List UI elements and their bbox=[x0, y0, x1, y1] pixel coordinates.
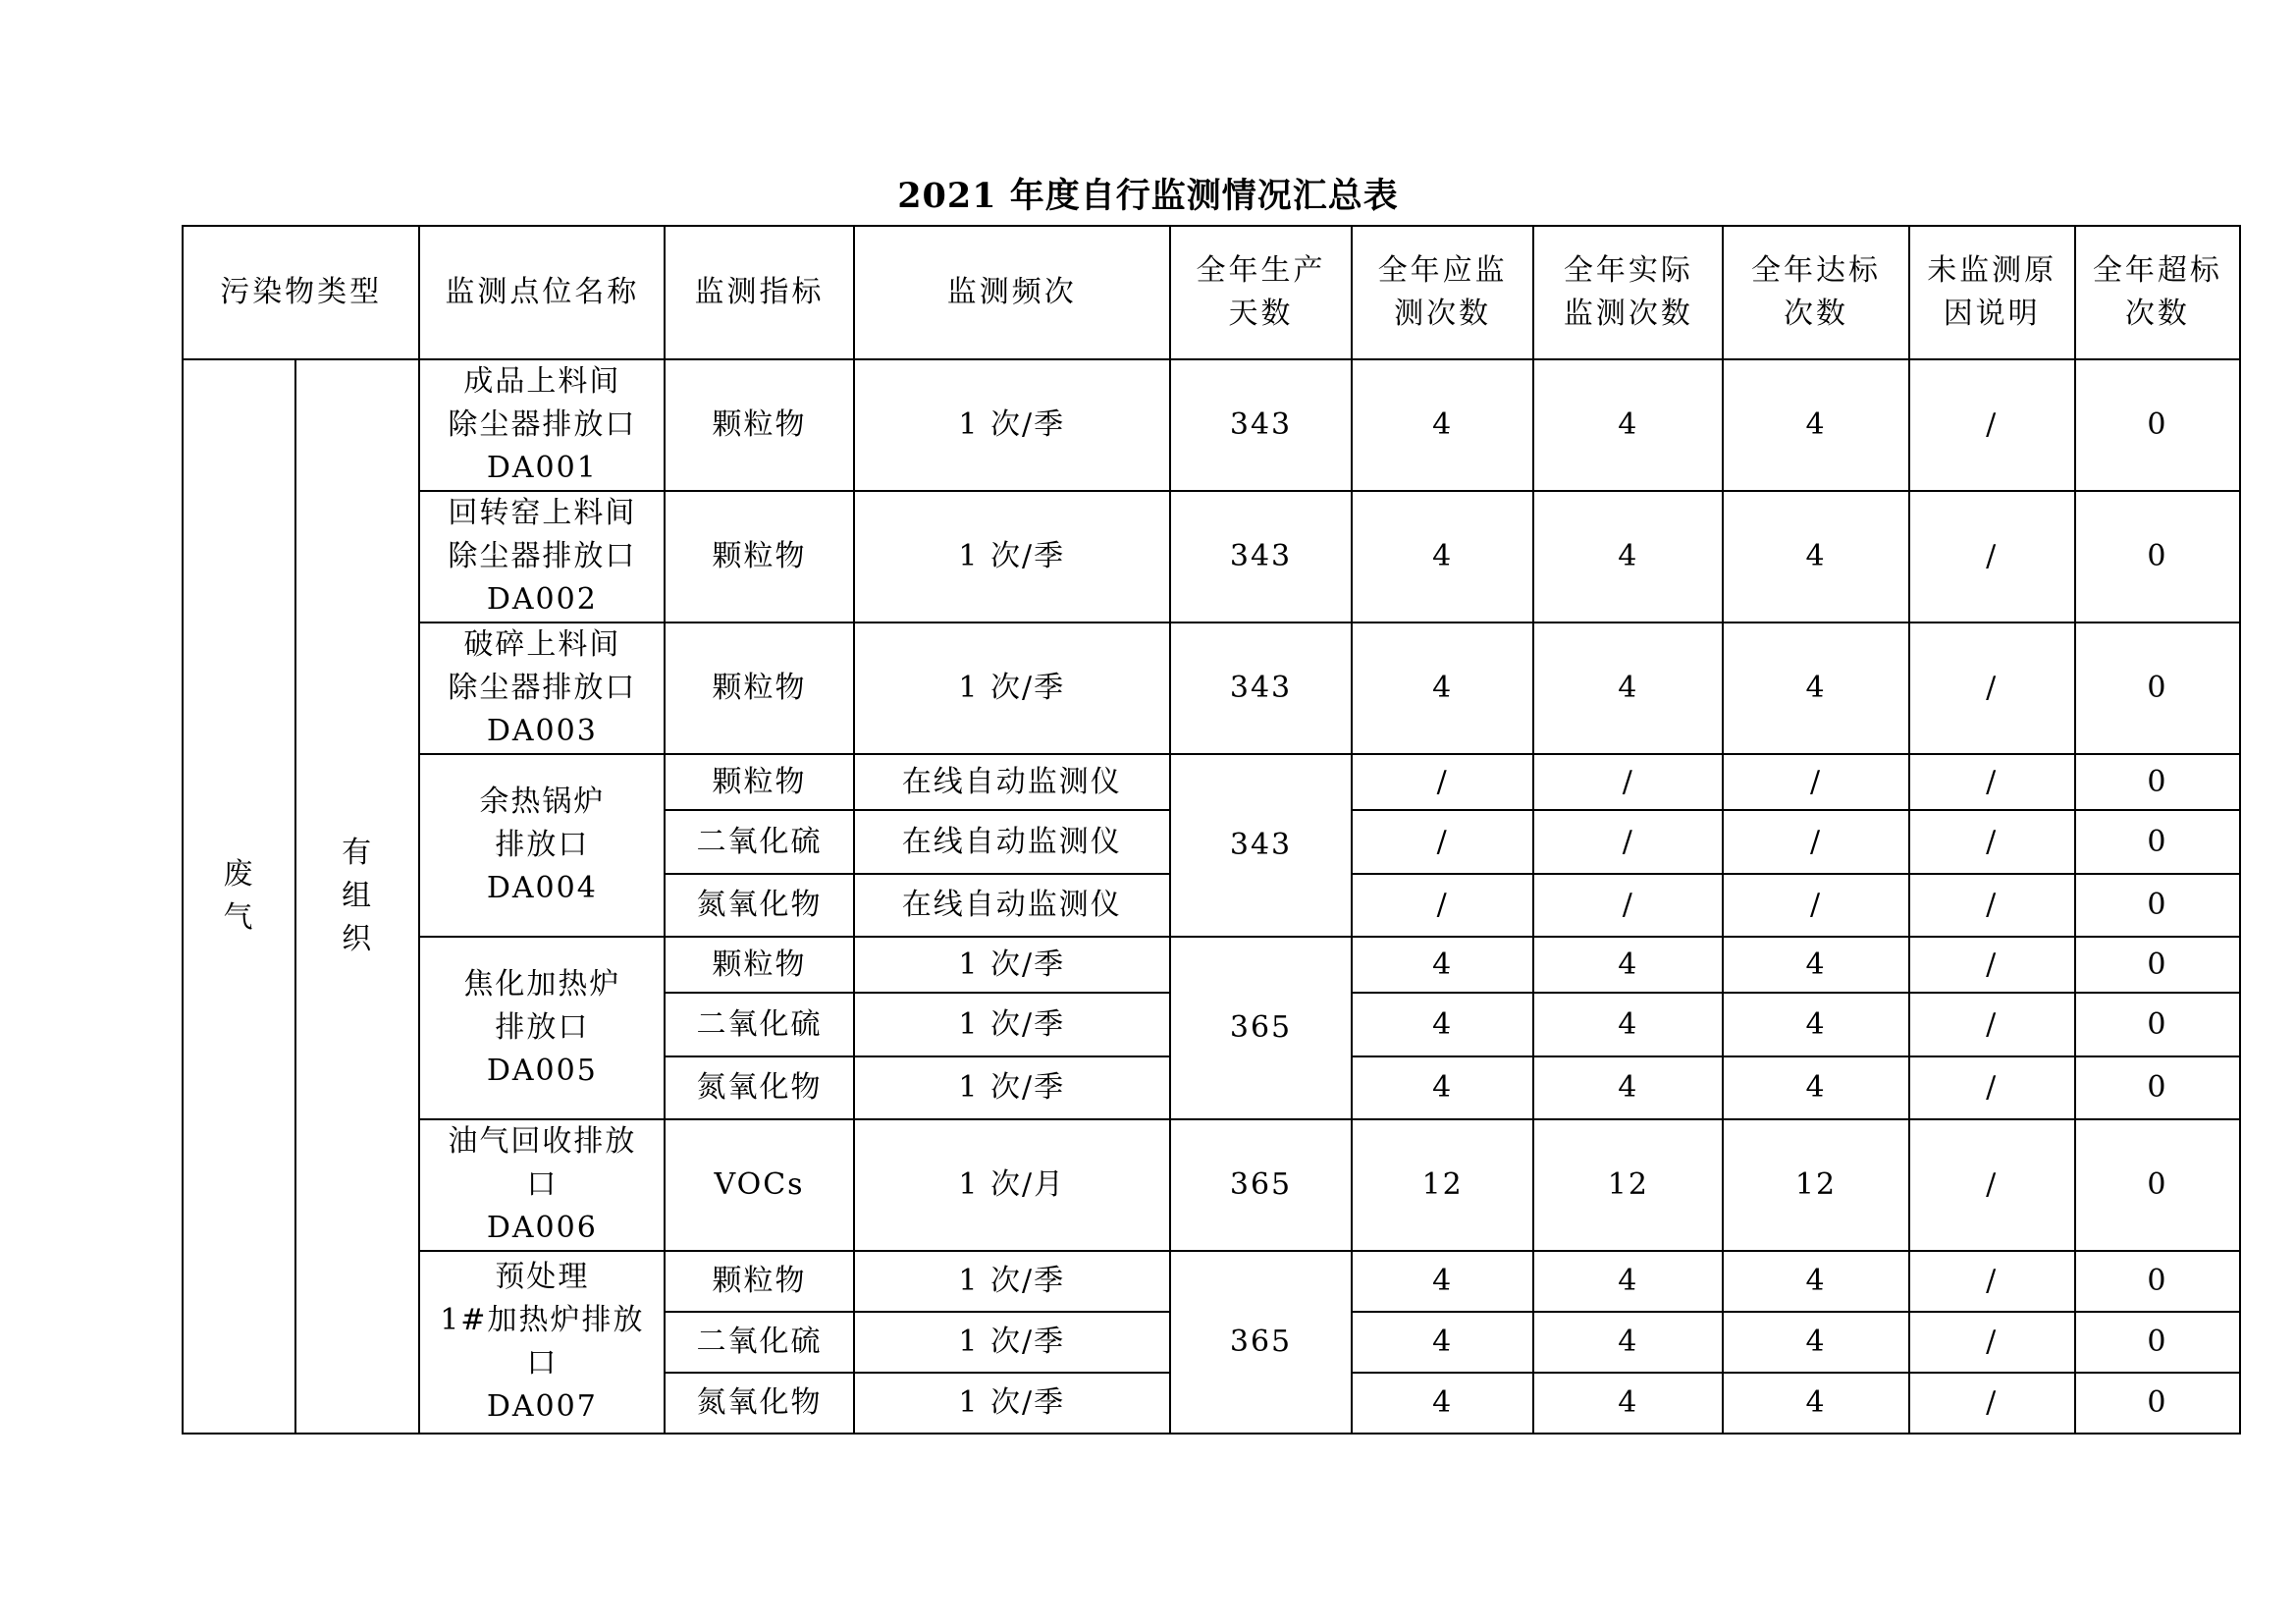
compliant-count-cell: / bbox=[1723, 874, 1908, 937]
production-days-cell: 365 bbox=[1170, 1251, 1352, 1434]
planned-count-cell: / bbox=[1352, 754, 1533, 810]
compliant-count-cell: / bbox=[1723, 810, 1908, 874]
table-row bbox=[183, 754, 2240, 810]
table-row bbox=[183, 623, 2240, 754]
unmonitored-reason-cell: / bbox=[1909, 1056, 2075, 1119]
exceed-count-cell: 0 bbox=[2075, 1251, 2240, 1312]
unmonitored-reason-cell: / bbox=[1909, 1119, 2075, 1251]
indicator-cell: 二氧化硫 bbox=[665, 1312, 853, 1373]
header-actual-count: 全年实际 监测次数 bbox=[1533, 226, 1723, 359]
unmonitored-reason-cell: / bbox=[1909, 491, 2075, 623]
frequency-cell: 1 次/季 bbox=[854, 993, 1170, 1056]
actual-count-cell: 12 bbox=[1533, 1119, 1723, 1251]
compliant-count-cell: 4 bbox=[1723, 491, 1908, 623]
header-pollutant-type: 污染物类型 bbox=[183, 226, 419, 359]
frequency-cell: 1 次/季 bbox=[854, 491, 1170, 623]
frequency-cell: 1 次/季 bbox=[854, 623, 1170, 754]
frequency-cell: 1 次/季 bbox=[854, 1312, 1170, 1373]
exceed-count-cell: 0 bbox=[2075, 874, 2240, 937]
indicator-cell: 颗粒物 bbox=[665, 937, 853, 993]
header-frequency: 监测频次 bbox=[854, 226, 1170, 359]
indicator-cell: 颗粒物 bbox=[665, 1251, 853, 1312]
exceed-count-cell: 0 bbox=[2075, 937, 2240, 993]
actual-count-cell: 4 bbox=[1533, 1373, 1723, 1434]
planned-count-cell: 4 bbox=[1352, 1373, 1533, 1434]
unmonitored-reason-cell: / bbox=[1909, 993, 2075, 1056]
planned-count-cell: 12 bbox=[1352, 1119, 1533, 1251]
indicator-cell: 二氧化硫 bbox=[665, 810, 853, 874]
frequency-cell: 1 次/季 bbox=[854, 1251, 1170, 1312]
exceed-count-cell: 0 bbox=[2075, 623, 2240, 754]
compliant-count-cell: 12 bbox=[1723, 1119, 1908, 1251]
frequency-cell: 1 次/季 bbox=[854, 1373, 1170, 1434]
category-main-cell: 废 气 bbox=[183, 359, 295, 1434]
compliant-count-cell: 4 bbox=[1723, 1056, 1908, 1119]
indicator-cell: 氮氧化物 bbox=[665, 1056, 853, 1119]
exceed-count-cell: 0 bbox=[2075, 993, 2240, 1056]
header-production-days: 全年生产 天数 bbox=[1170, 226, 1352, 359]
planned-count-cell: 4 bbox=[1352, 993, 1533, 1056]
point-name-cell: 油气回收排放 口 DA006 bbox=[419, 1119, 665, 1251]
actual-count-cell: 4 bbox=[1533, 623, 1723, 754]
unmonitored-reason-cell: / bbox=[1909, 359, 2075, 491]
actual-count-cell: 4 bbox=[1533, 491, 1723, 623]
header-row bbox=[183, 226, 2240, 359]
header-indicator: 监测指标 bbox=[665, 226, 853, 359]
actual-count-cell: / bbox=[1533, 754, 1723, 810]
frequency-cell: 在线自动监测仪 bbox=[854, 874, 1170, 937]
actual-count-cell: 4 bbox=[1533, 1056, 1723, 1119]
production-days-cell: 365 bbox=[1170, 1119, 1352, 1251]
category-sub-cell: 有 组 织 bbox=[295, 359, 419, 1434]
point-name-cell: 回转窑上料间 除尘器排放口 DA002 bbox=[419, 491, 665, 623]
unmonitored-reason-cell: / bbox=[1909, 874, 2075, 937]
header-exceed-count: 全年超标 次数 bbox=[2075, 226, 2240, 359]
indicator-cell: 二氧化硫 bbox=[665, 993, 853, 1056]
compliant-count-cell: 4 bbox=[1723, 1251, 1908, 1312]
compliant-count-cell: / bbox=[1723, 754, 1908, 810]
indicator-cell: 氮氧化物 bbox=[665, 874, 853, 937]
point-name-cell: 成品上料间 除尘器排放口 DA001 bbox=[419, 359, 665, 491]
actual-count-cell: 4 bbox=[1533, 937, 1723, 993]
point-name-cell: 焦化加热炉 排放口 DA005 bbox=[419, 937, 665, 1119]
compliant-count-cell: 4 bbox=[1723, 1312, 1908, 1373]
production-days-cell: 343 bbox=[1170, 491, 1352, 623]
header-point-name: 监测点位名称 bbox=[419, 226, 665, 359]
frequency-cell: 1 次/月 bbox=[854, 1119, 1170, 1251]
actual-count-cell: 4 bbox=[1533, 359, 1723, 491]
planned-count-cell: 4 bbox=[1352, 359, 1533, 491]
table-body bbox=[183, 359, 2240, 1434]
planned-count-cell: 4 bbox=[1352, 937, 1533, 993]
planned-count-cell: 4 bbox=[1352, 491, 1533, 623]
indicator-cell: 颗粒物 bbox=[665, 359, 853, 491]
production-days-cell: 343 bbox=[1170, 754, 1352, 937]
table-row bbox=[183, 937, 2240, 993]
exceed-count-cell: 0 bbox=[2075, 1312, 2240, 1373]
compliant-count-cell: 4 bbox=[1723, 993, 1908, 1056]
production-days-cell: 365 bbox=[1170, 937, 1352, 1119]
unmonitored-reason-cell: / bbox=[1909, 1373, 2075, 1434]
point-name-cell: 破碎上料间 除尘器排放口 DA003 bbox=[419, 623, 665, 754]
point-name-cell: 余热锅炉 排放口 DA004 bbox=[419, 754, 665, 937]
planned-count-cell: 4 bbox=[1352, 1251, 1533, 1312]
actual-count-cell: / bbox=[1533, 810, 1723, 874]
indicator-cell: 颗粒物 bbox=[665, 491, 853, 623]
planned-count-cell: / bbox=[1352, 810, 1533, 874]
unmonitored-reason-cell: / bbox=[1909, 810, 2075, 874]
planned-count-cell: 4 bbox=[1352, 1312, 1533, 1373]
frequency-cell: 1 次/季 bbox=[854, 1056, 1170, 1119]
production-days-cell: 343 bbox=[1170, 359, 1352, 491]
table-row bbox=[183, 1119, 2240, 1251]
unmonitored-reason-cell: / bbox=[1909, 1312, 2075, 1373]
page-title: 2021 年度自行监测情况汇总表 bbox=[897, 176, 1399, 216]
frequency-cell: 1 次/季 bbox=[854, 359, 1170, 491]
unmonitored-reason-cell: / bbox=[1909, 1251, 2075, 1312]
compliant-count-cell: 4 bbox=[1723, 1373, 1908, 1434]
exceed-count-cell: 0 bbox=[2075, 754, 2240, 810]
header-compliant-count: 全年达标 次数 bbox=[1723, 226, 1908, 359]
indicator-cell: 颗粒物 bbox=[665, 754, 853, 810]
actual-count-cell: 4 bbox=[1533, 1251, 1723, 1312]
point-name-cell: 预处理 1#加热炉排放 口 DA007 bbox=[419, 1251, 665, 1434]
table-row bbox=[183, 1251, 2240, 1312]
planned-count-cell: / bbox=[1352, 874, 1533, 937]
header-unmonitored-reason: 未监测原 因说明 bbox=[1909, 226, 2075, 359]
production-days-cell: 343 bbox=[1170, 623, 1352, 754]
planned-count-cell: 4 bbox=[1352, 1056, 1533, 1119]
monitoring-summary-table bbox=[182, 225, 2241, 1435]
indicator-cell: VOCs bbox=[665, 1119, 853, 1251]
exceed-count-cell: 0 bbox=[2075, 359, 2240, 491]
planned-count-cell: 4 bbox=[1352, 623, 1533, 754]
unmonitored-reason-cell: / bbox=[1909, 623, 2075, 754]
compliant-count-cell: 4 bbox=[1723, 359, 1908, 491]
frequency-cell: 在线自动监测仪 bbox=[854, 754, 1170, 810]
unmonitored-reason-cell: / bbox=[1909, 754, 2075, 810]
exceed-count-cell: 0 bbox=[2075, 1373, 2240, 1434]
actual-count-cell: 4 bbox=[1533, 1312, 1723, 1373]
exceed-count-cell: 0 bbox=[2075, 810, 2240, 874]
compliant-count-cell: 4 bbox=[1723, 623, 1908, 754]
table-row bbox=[183, 359, 2240, 491]
indicator-cell: 颗粒物 bbox=[665, 623, 853, 754]
table-row bbox=[183, 491, 2240, 623]
exceed-count-cell: 0 bbox=[2075, 1119, 2240, 1251]
actual-count-cell: / bbox=[1533, 874, 1723, 937]
indicator-cell: 氮氧化物 bbox=[665, 1373, 853, 1434]
exceed-count-cell: 0 bbox=[2075, 1056, 2240, 1119]
actual-count-cell: 4 bbox=[1533, 993, 1723, 1056]
exceed-count-cell: 0 bbox=[2075, 491, 2240, 623]
frequency-cell: 在线自动监测仪 bbox=[854, 810, 1170, 874]
header-planned-count: 全年应监 测次数 bbox=[1352, 226, 1533, 359]
unmonitored-reason-cell: / bbox=[1909, 937, 2075, 993]
compliant-count-cell: 4 bbox=[1723, 937, 1908, 993]
frequency-cell: 1 次/季 bbox=[854, 937, 1170, 993]
